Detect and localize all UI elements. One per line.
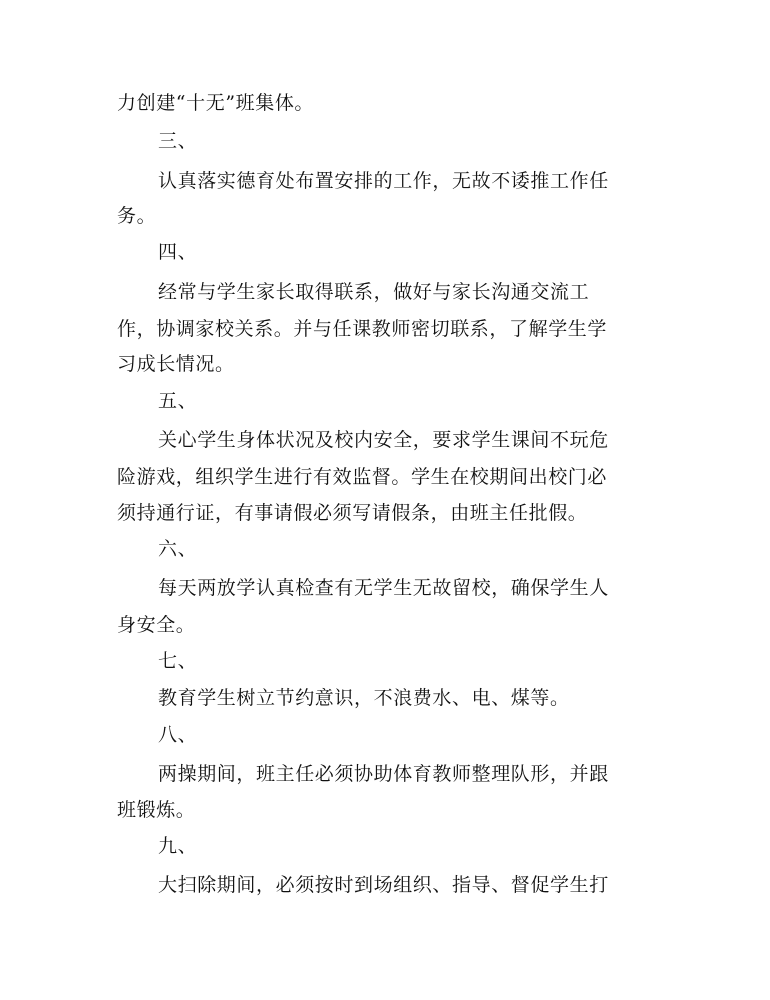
section-heading: 六、	[158, 538, 198, 560]
text-line: 两操期间，班主任必须协助体育教师整理队形，并跟	[158, 763, 609, 785]
section-heading: 四、	[158, 241, 198, 263]
section-heading: 九、	[158, 835, 198, 857]
text-line: 身安全。	[117, 614, 196, 636]
section-heading: 三、	[158, 130, 198, 152]
text-line: 班锻炼。	[117, 799, 196, 821]
text-line: 力创建“十无”班集体。	[117, 92, 315, 114]
section-heading: 八、	[158, 724, 198, 746]
text-line: 习成长情况。	[117, 353, 235, 375]
text-line: 关心学生身体状况及校内安全，要求学生课间不玩危	[158, 429, 609, 451]
text-line: 作，协调家校关系。并与任课教师密切联系，了解学生学	[117, 318, 608, 340]
text-line: 每天两放学认真检查有无学生无故留校，确保学生人	[158, 577, 609, 599]
section-heading: 五、	[158, 390, 198, 412]
text-line: 大扫除期间，必须按时到场组织、指导、督促学生打	[158, 874, 609, 896]
text-line: 须持通行证，有事请假必须写请假条，由班主任批假。	[117, 502, 588, 524]
text-line: 教育学生树立节约意识，不浪费水、电、煤等。	[158, 687, 570, 709]
text-line: 务。	[117, 205, 157, 227]
text-line: 认真落实德育处布置安排的工作，无故不诿推工作任	[158, 170, 609, 192]
section-heading: 七、	[158, 650, 198, 672]
text-line: 经常与学生家长取得联系，做好与家长沟通交流工	[158, 281, 590, 303]
text-line: 险游戏，组织学生进行有效监督。学生在校期间出校门必	[117, 466, 608, 488]
